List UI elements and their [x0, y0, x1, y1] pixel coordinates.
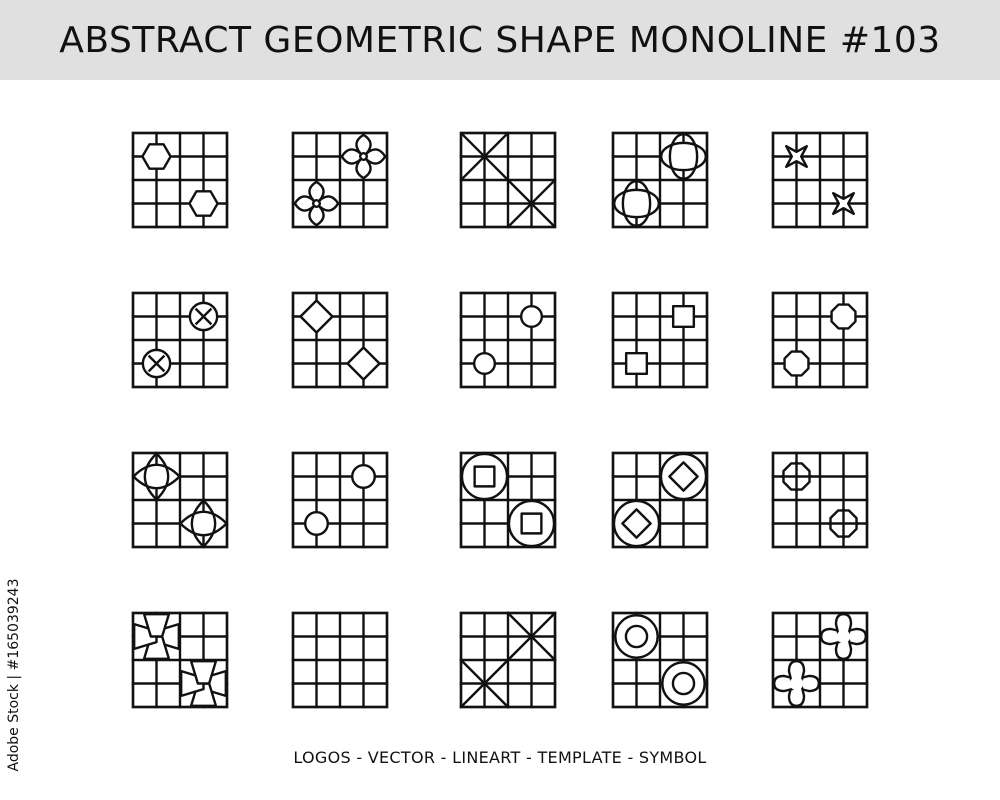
stock-id-text: Adobe Stock | #165039243 [6, 578, 22, 772]
icon-four-point-star [773, 133, 867, 227]
icon-ring [613, 613, 707, 707]
icon-diamond-in-circle [613, 453, 707, 547]
icon-big-x [461, 613, 555, 707]
footer-tagline: LOGOS - VECTOR - LINEART - TEMPLATE - SYMBOL [293, 748, 707, 767]
icon-circle [461, 293, 555, 387]
icon-pinwheel-cross [133, 613, 227, 707]
page-title: ABSTRACT GEOMETRIC SHAPE MONOLINE #103 [59, 19, 941, 61]
icon-four-petal-flower [293, 133, 387, 227]
icon-square-in-circle [461, 453, 555, 547]
icon-octagon [773, 293, 867, 387]
icon-circle-x [133, 293, 227, 387]
icon-overlapping-rings [613, 133, 707, 227]
icon-hexagon [133, 133, 227, 227]
icon-diamond [293, 293, 387, 387]
stock-id-label [3, 565, 25, 785]
icon-pointed-oval-petals [133, 453, 227, 547]
icon-rounded-cross [773, 613, 867, 707]
icon-octagon-diagonals [773, 453, 867, 547]
icon-plain-grid [293, 613, 387, 707]
icon-square [613, 293, 707, 387]
icon-circle-nodes [293, 453, 387, 547]
icon-x-cross [461, 133, 555, 227]
